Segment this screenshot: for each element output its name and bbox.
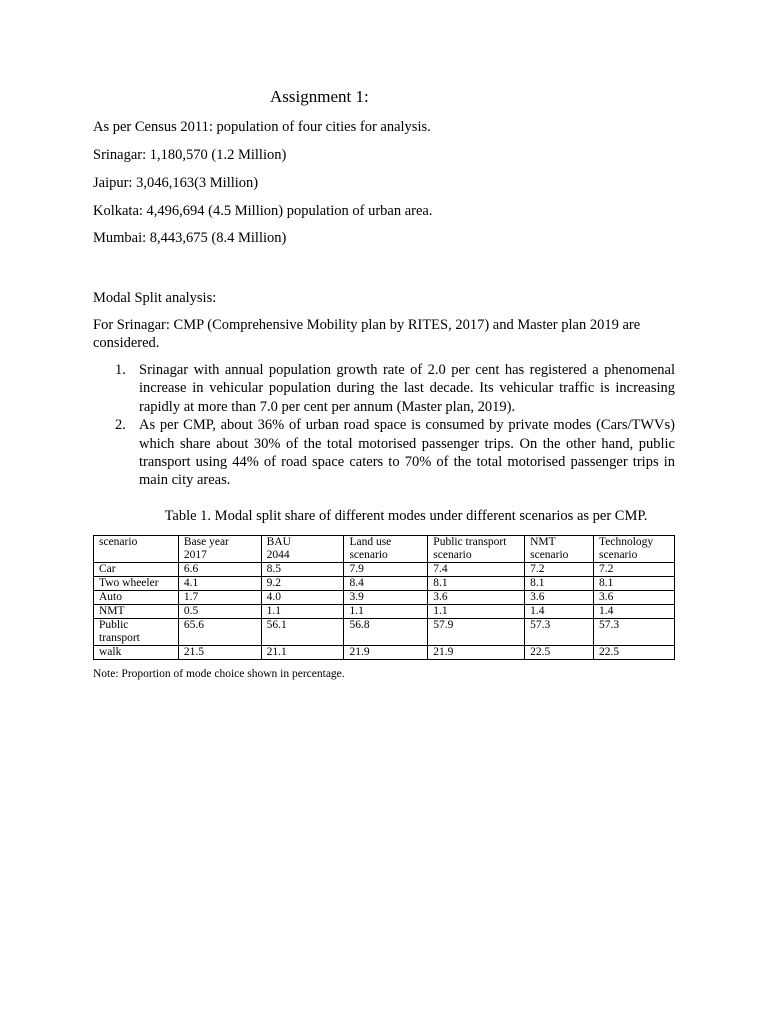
table-header-cell: NMT scenario <box>525 536 594 563</box>
city-kolkata: Kolkata: 4,496,694 (4.5 Million) population of urban area. <box>93 203 433 219</box>
list-number: 1. <box>115 362 126 378</box>
table-cell: 57.3 <box>525 619 594 646</box>
list-text: As per CMP, about 36% of urban road space is consumed by private modes (Cars/TWVs) which share about 30% of the total motorised passenger trips. On the other hand, public transport using 44% of road space caters to 70% of the total motorised passenger trips in main city areas. <box>139 417 675 489</box>
table-cell: 4.0 <box>261 591 344 605</box>
table-cell: 1.1 <box>261 605 344 619</box>
section-heading: Modal Split analysis: <box>93 290 217 306</box>
table-note: Note: Proportion of mode choice shown in percentage. <box>93 668 345 680</box>
table-caption: Table 1. Modal split share of different modes under different scenarios as per CMP. <box>164 508 648 524</box>
table-cell: 21.9 <box>428 646 525 660</box>
table-cell: 0.5 <box>178 605 261 619</box>
table-cell: 8.4 <box>344 577 428 591</box>
table-cell: 22.5 <box>525 646 594 660</box>
intro-text: As per Census 2011: population of four cities for analysis. <box>93 119 431 135</box>
table-cell: walk <box>94 646 179 660</box>
table-row <box>94 605 675 619</box>
table-cell: Car <box>94 563 179 577</box>
table-row <box>94 577 675 591</box>
table-cell: 56.1 <box>261 619 344 646</box>
list-number: 2. <box>115 417 126 434</box>
table-header-cell: Base year 2017 <box>178 536 261 563</box>
table-cell: 1.1 <box>344 605 428 619</box>
table-cell: 1.1 <box>428 605 525 619</box>
list-item <box>93 361 675 416</box>
table-cell: 9.2 <box>261 577 344 591</box>
table-header-cell: scenario <box>94 536 179 563</box>
table-row <box>94 619 675 646</box>
city-jaipur: Jaipur: 3,046,163(3 Million) <box>93 175 259 191</box>
table-header-cell: Land use scenario <box>344 536 428 563</box>
list-text: Srinagar with annual population growth rate of 2.0 per cent has registered a phenomenal increase in vehicular population during the last decade. Its vehicular traffic is increasing rapidly at more than 7.0 per cent per annum (Master plan, 2019). <box>139 362 675 415</box>
table-cell: 7.4 <box>428 563 525 577</box>
table-cell: 57.3 <box>594 619 675 646</box>
table-cell: 21.5 <box>178 646 261 660</box>
numbered-list <box>93 361 675 490</box>
table-cell: 65.6 <box>178 619 261 646</box>
table-cell: 3.6 <box>594 591 675 605</box>
table-cell: 4.1 <box>178 577 261 591</box>
page-title: Assignment 1: <box>270 87 369 106</box>
table-row <box>94 591 675 605</box>
table-cell: 1.4 <box>594 605 675 619</box>
table-cell: Two wheeler <box>94 577 179 591</box>
table-cell: 22.5 <box>594 646 675 660</box>
table-cell: 1.4 <box>525 605 594 619</box>
table-cell: 8.1 <box>525 577 594 591</box>
table-cell: 57.9 <box>428 619 525 646</box>
table-header-cell: Public transport scenario <box>428 536 525 563</box>
table-cell: 8.1 <box>594 577 675 591</box>
table-cell: 56.8 <box>344 619 428 646</box>
table-cell: Public transport <box>94 619 179 646</box>
table-cell: 7.2 <box>594 563 675 577</box>
table-cell: 21.9 <box>344 646 428 660</box>
city-srinagar: Srinagar: 1,180,570 (1.2 Million) <box>93 147 287 163</box>
table-row <box>94 646 675 660</box>
list-item <box>93 416 675 490</box>
table-cell: 7.2 <box>525 563 594 577</box>
table-header-cell: Technology scenario <box>594 536 675 563</box>
table-cell: 3.6 <box>428 591 525 605</box>
srinagar-paragraph: For Srinagar: CMP (Comprehensive Mobility plan by RITES, 2017) and Master plan 2019 are considered. <box>93 317 641 351</box>
table-cell: 21.1 <box>261 646 344 660</box>
table-cell: 7.9 <box>344 563 428 577</box>
table-cell: 3.9 <box>344 591 428 605</box>
table-cell: 1.7 <box>178 591 261 605</box>
city-mumbai: Mumbai: 8,443,675 (8.4 Million) <box>93 230 287 246</box>
table-cell: 8.1 <box>428 577 525 591</box>
table-cell: 8.5 <box>261 563 344 577</box>
modal-split-table <box>93 535 675 660</box>
table-header-row <box>94 536 675 563</box>
table-cell: 6.6 <box>178 563 261 577</box>
table-header-cell: BAU 2044 <box>261 536 344 563</box>
table-cell: NMT <box>94 605 179 619</box>
table-cell: 3.6 <box>525 591 594 605</box>
table-cell: Auto <box>94 591 179 605</box>
table-row <box>94 563 675 577</box>
